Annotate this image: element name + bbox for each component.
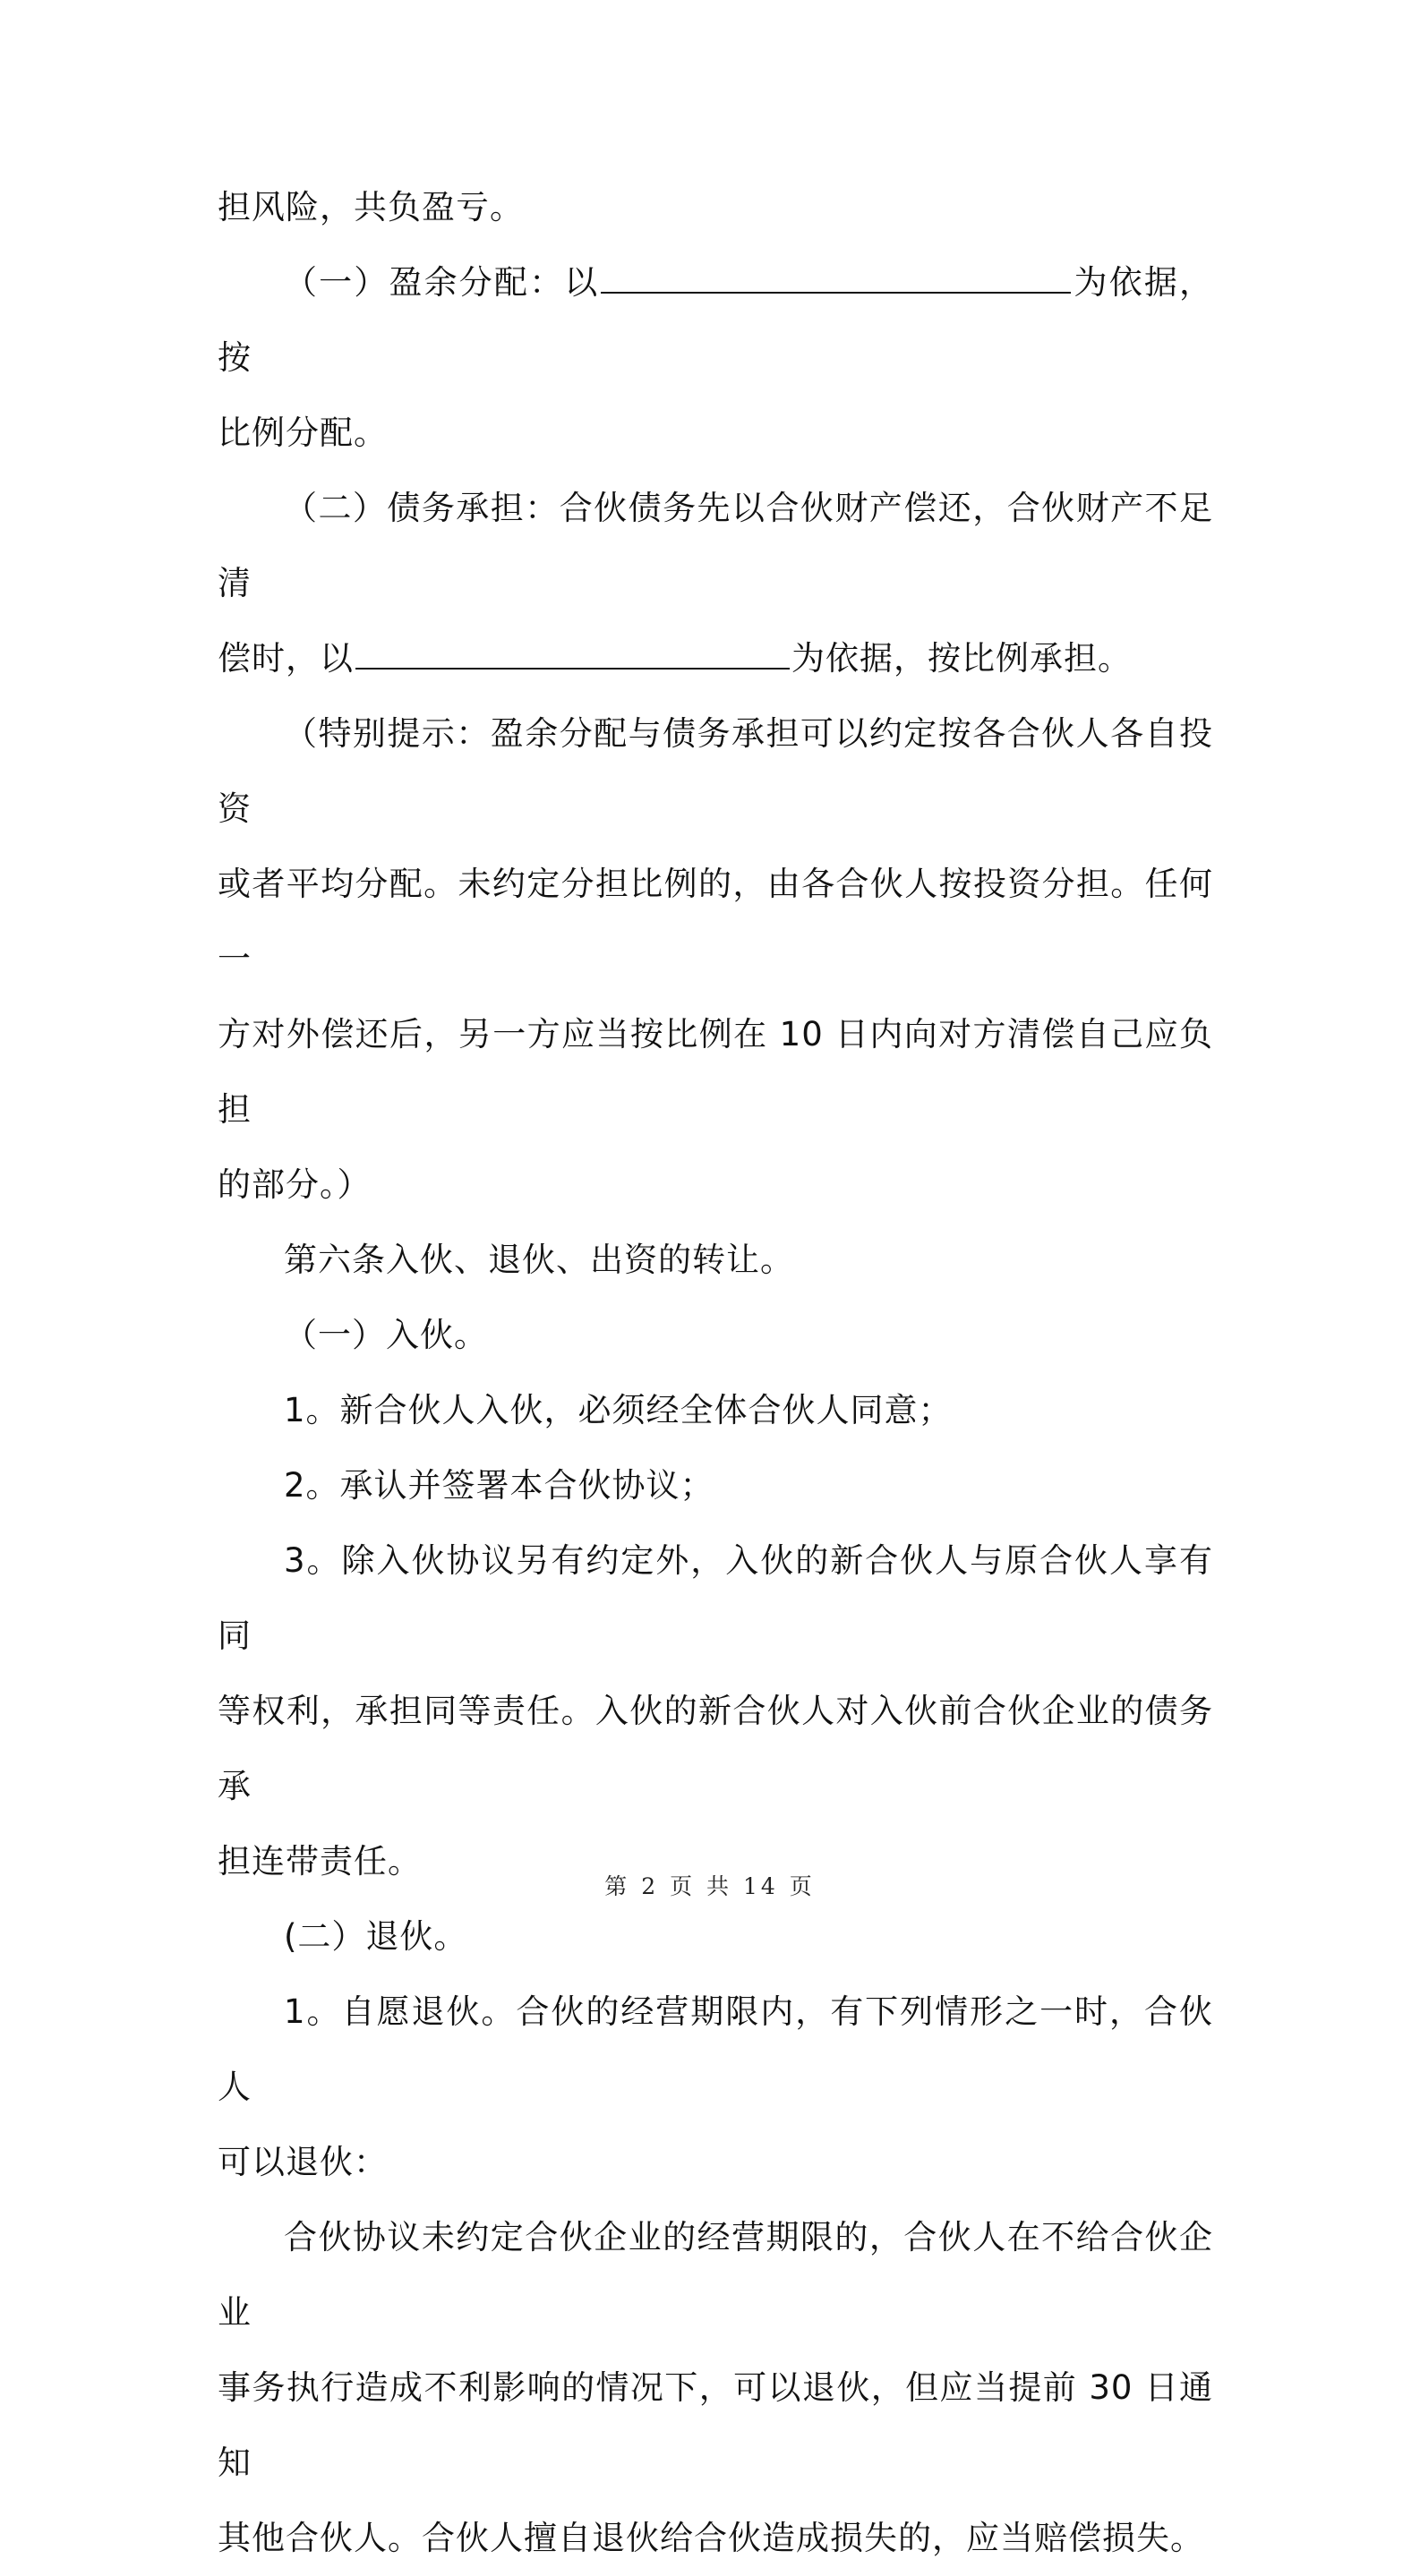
special-note-line: （特别提示：盈余分配与债务承担可以约定按各合伙人各自投资 <box>218 714 1213 828</box>
exit-paragraph-line: 事务执行造成不利影响的情况下，可以退伙，但应当提前 30 日通知 <box>218 2368 1213 2482</box>
exit-section-title: (二）退伙。 <box>284 1917 468 1956</box>
special-note-line: 的部分。） <box>218 1165 372 1204</box>
special-note-line: 或者平均分配。未约定分担比例的，由各合伙人按投资分担。任何一 <box>218 865 1213 978</box>
text-fragment: 为依据，按比例承担。 <box>791 639 1132 678</box>
exit-item-1-line: 可以退伙： <box>218 2143 388 2181</box>
join-item-2: 2。承认并签署本合伙协议； <box>284 1466 714 1505</box>
text-fragment: 为依据，按 <box>218 263 1214 377</box>
text-line: 担风险，共负盈亏。 <box>218 188 524 226</box>
fill-in-blank-debt-basis[interactable] <box>355 643 790 670</box>
special-note-line: 方对外偿还后，另一方应当按比例在 10 日内向对方清偿自己应负担 <box>218 1015 1213 1129</box>
text-fragment: 偿时，以 <box>218 639 354 678</box>
exit-paragraph-line: 其他合伙人。合伙人擅自退伙给合伙造成损失的，应当赔偿损失。 <box>218 2519 1204 2557</box>
profit-distribution-clause <box>218 245 1213 396</box>
page-number-footer: 第 2 页 共 14 页 <box>604 1873 816 1899</box>
fill-in-blank-profit-basis[interactable] <box>601 267 1071 294</box>
join-section-title: （一）入伙。 <box>284 1316 488 1354</box>
debt-clause-continued <box>218 621 1213 696</box>
join-item-3-line: 3。除入伙协议另有约定外，入伙的新合伙人与原合伙人享有同 <box>218 1541 1213 1655</box>
text-line: 比例分配。 <box>218 414 388 452</box>
text-fragment: （一）盈余分配：以 <box>284 263 600 302</box>
exit-paragraph-line: 合伙协议未约定合伙企业的经营期限的，合伙人在不给合伙企业 <box>218 2218 1213 2332</box>
join-item-3-line: 等权利，承担同等责任。入伙的新合伙人对入伙前合伙企业的债务承 <box>218 1692 1213 1805</box>
article-six-heading: 第六条入伙、退伙、出资的转让。 <box>284 1241 794 1279</box>
join-item-3-line: 担连带责任。 <box>218 1842 422 1881</box>
debt-clause-line: （二）债务承担：合伙债务先以合伙财产偿还，合伙财产不足清 <box>218 489 1213 602</box>
join-item-1: 1。新合伙人入伙，必须经全体合伙人同意； <box>284 1391 953 1429</box>
exit-item-1-line: 1。自愿退伙。合伙的经营期限内，有下列情形之一时，合伙人 <box>218 1992 1213 2106</box>
document-body <box>218 170 1213 2576</box>
